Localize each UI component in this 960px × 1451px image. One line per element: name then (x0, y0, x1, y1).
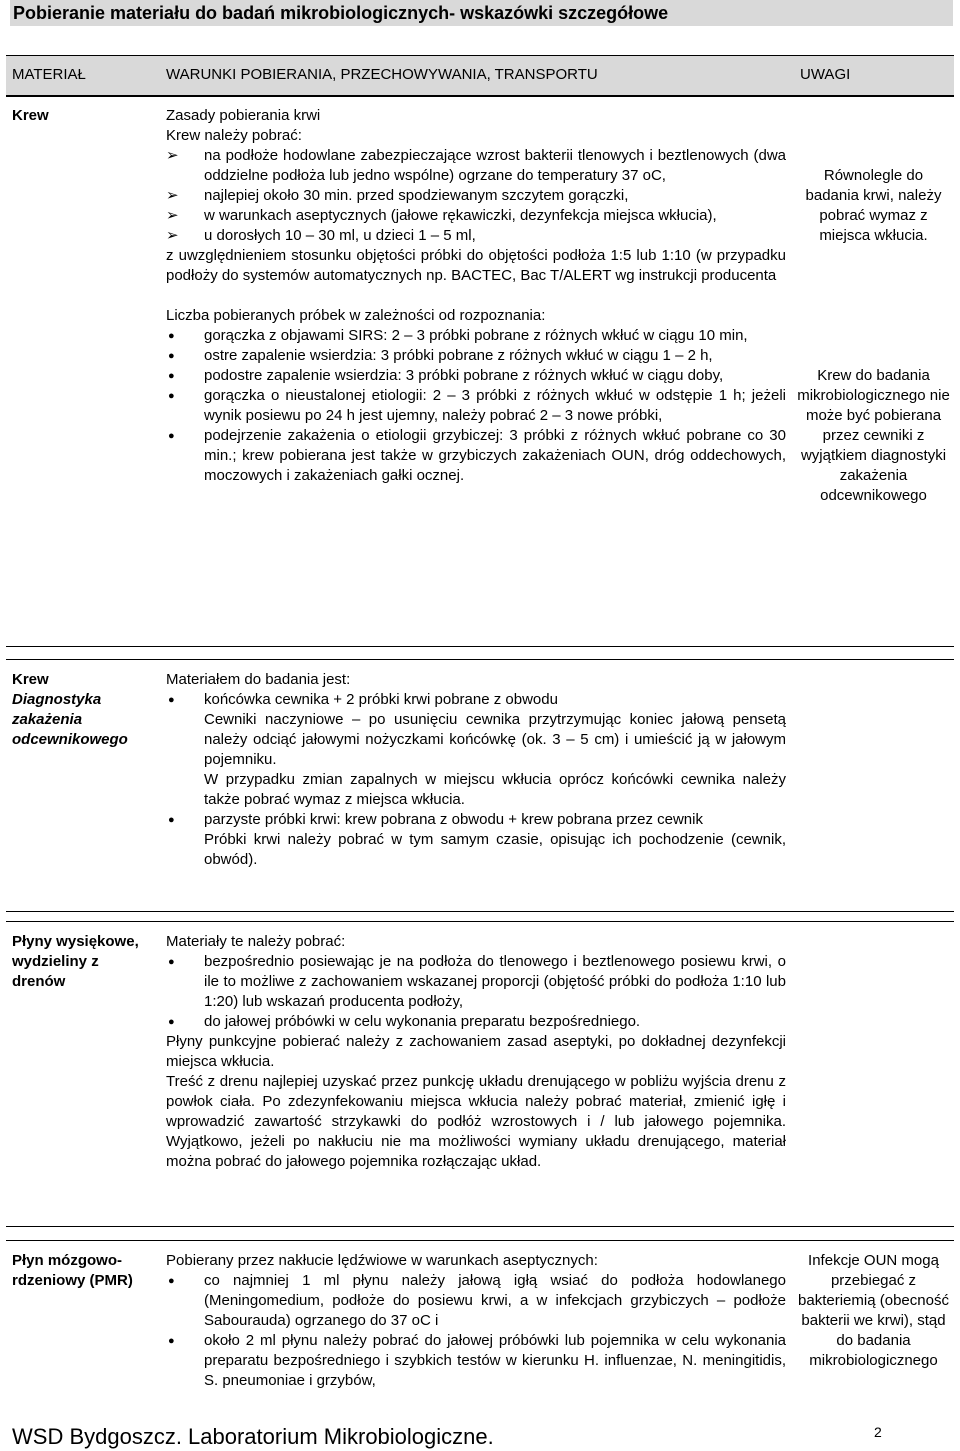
page-number: 2 (874, 1424, 882, 1440)
list-item: ● ostre zapalenie wsierdzia: 3 próbki pobrane z różnych wkłuć w ciągu 1 – 2 h, (166, 346, 786, 366)
list-item: ● co najmniej 1 ml płynu należy jałową igłą wsiać do podłoża hodowlanego (Meningomedium, podłoże do posiewu krwi, a w infekcjach grzybiczych – podłoże Sabourauda) ogrzanego do 37 oC i (166, 1271, 786, 1331)
material-label: Płyn mózgowo-rdzeniowy (PMR) (12, 1252, 133, 1289)
text-line: Pobierany przez nakłucie lędźwiowe w warunkach aseptycznych: (166, 1252, 598, 1269)
text-line: Materiały te należy pobrać: (166, 933, 346, 950)
list-item: ● gorączka o nieustalonej etiologii: 2 – 3 próbki z różnych wkłuć w odstępie 1 h; jeżeli wynik posiewu po 24 h jest ujemny, należy pobrać 2 – 3 nowe próbki, (166, 386, 786, 426)
material-label: Płyny wysiękowe, wydzieliny z drenów (12, 933, 139, 990)
text-paragraph: Cewniki naczyniowe – po usunięciu cewnika przytrzymując koniec jałową pensetą należy odciąć jałowymi nożyczkami końcówkę (ok. 3 – 5 cm) i umieścić ją w jałowym pojemniku. (204, 711, 786, 768)
list-item: ● końcówka cewnika + 2 próbki krwi pobrane z obwodu (166, 690, 786, 710)
list-item: ● podejrzenie zakażenia o etiologii grzybiczej: 3 próbki z różnych wkłuć pobrane co 30 min.; krew pobierana jest także w grzybiczych zakażeniach OUN, dróg oddechowych, moczowych i zakażeniach gałki ocznej. (166, 426, 786, 486)
material-label-line: Krew (12, 671, 49, 688)
list-item: ● około 2 ml płynu należy pobrać do jałowej próbówki lub pojemnika w celu wykonania preparatu bezpośredniego i szybkich testów w kierunku H. influenzae, N. meningitidis, S. pneumoniae i grzybów, (166, 1331, 786, 1391)
header-material: MATERIAŁ (12, 66, 86, 83)
list-item: ➢ u dorosłych 10 – 30 ml, u dzieci 1 – 5 ml, (166, 226, 786, 246)
header-conditions: WARUNKI POBIERANIA, PRZECHOWYWANIA, TRANSPORTU (166, 66, 598, 83)
bullet-list (166, 810, 786, 830)
conditions-cell (166, 670, 786, 870)
list-item: ● parzyste próbki krwi: krew pobrana z obwodu + krew pobrana przez cewnik (166, 810, 786, 830)
text-paragraph: W przypadku zmian zapalnych w miejscu wkłucia oprócz końcówki cewnika należy także pobrać wymaz z miejsca wkłucia. (204, 771, 786, 808)
list-item: ● bezpośrednio posiewając je na podłoża do tlenowego i beztlenowego posiewu krwi, o ile to możliwe z zachowaniem wskazanej proporcji (objętość próbki do podłoża 1:10 lub 1:20) lub wskazań producenta podłoży, (166, 952, 786, 1012)
text-line: Liczba pobieranych próbek w zależności od rozpoznania: (166, 307, 546, 324)
bullet-list (166, 690, 786, 710)
table-row-krew (6, 95, 954, 647)
bullet-list (166, 1271, 786, 1391)
list-item: ● do jałowej próbówki w celu wykonania preparatu bezpośredniego. (166, 1012, 786, 1032)
conditions-cell (166, 932, 786, 1172)
list-item: ● gorączka z objawami SIRS: 2 – 3 próbki pobrane z różnych wkłuć w ciągu 10 min, (166, 326, 786, 346)
conditions-cell (166, 106, 786, 486)
arrow-list (166, 146, 786, 246)
conditions-cell (166, 1251, 786, 1391)
list-item: ➢ na podłoże hodowlane zabezpieczające wzrost bakterii tlenowych i beztlenowych (dwa oddzielne podłoża lub jedno wspólne) ogrzane do temperatury 37 oC, (166, 146, 786, 186)
text-line: Krew należy pobrać: (166, 127, 302, 144)
text-line: Zasady pobierania krwi (166, 107, 321, 124)
material-label-italic: Diagnostyka zakażenia odcewnikowego (12, 691, 128, 748)
bullet-list (166, 952, 786, 1032)
table-header (6, 55, 954, 97)
table-row-plyny (6, 921, 954, 1227)
note-cell: Krew do badania mikrobiologicznego nie może być pobierana przez cewniki z wyjątkiem diagnostyki zakażenia odcewnikowego (797, 367, 950, 504)
text-line: Materiałem do badania jest: (166, 671, 351, 688)
note-cell: Infekcje OUN mogą przebiegać z bakteriemią (obecność bakterii we krwi), stąd do badania mikrobiologicznego (798, 1252, 949, 1369)
text-paragraph: z uwzględnieniem stosunku objętości próbki do objętości podłoża 1:5 lub 1:10 (w przypadku podłoży do systemów automatycznych np. BACTEC, Bac T/ALERT wg instrukcji producenta (166, 247, 786, 284)
list-item: ➢ w warunkach aseptycznych (jałowe rękawiczki, dezynfekcja miejsca wkłucia), (166, 206, 786, 226)
page-title: Pobieranie materiału do badań mikrobiologicznych- wskazówki szczegółowe (10, 0, 953, 26)
list-item: ● podostre zapalenie wsierdzia: 3 próbki pobrane z różnych wkłuć w ciągu doby, (166, 366, 786, 386)
table-row-pmr (6, 1240, 954, 1401)
text-paragraph: Treść z drenu najlepiej uzyskać przez punkcję układu drenującego w pobliżu wyjścia drenu z powłok ciała. Po zdezynfekowaniu miejsca wkłucia należy pobrać materiał, zmienić igłę i wprowadzić zawartość strzykawki do podłóż wzrostowych i / lub jałowego pojemnika. Wyjątkowo, jeżeli po nakłuciu nie ma możliwości wymiany układu drenującego, materiał można pobrać do jałowego pojemnika rozłączając układ. (166, 1073, 786, 1170)
header-notes: UWAGI (800, 66, 851, 83)
table-row-cewnik (6, 659, 954, 912)
list-item: ➢ najlepiej około 30 min. przed spodziewanym szczytem gorączki, (166, 186, 786, 206)
text-paragraph: Próbki krwi należy pobrać w tym samym czasie, opisując ich pochodzenie (cewnik, obwód). (204, 831, 786, 868)
footer-text: WSD Bydgoszcz. Laboratorium Mikrobiologiczne. (12, 1424, 494, 1449)
bullet-list (166, 326, 786, 486)
material-label (12, 670, 150, 750)
material-label: Krew (12, 107, 49, 124)
note-cell: Równolegle do badania krwi, należy pobrać wymaz z miejsca wkłucia. (805, 167, 942, 244)
text-paragraph: Płyny punkcyjne pobierać należy z zachowaniem zasad aseptyki, po dokładnej dezynfekcji miejsca wkłucia. (166, 1033, 786, 1070)
